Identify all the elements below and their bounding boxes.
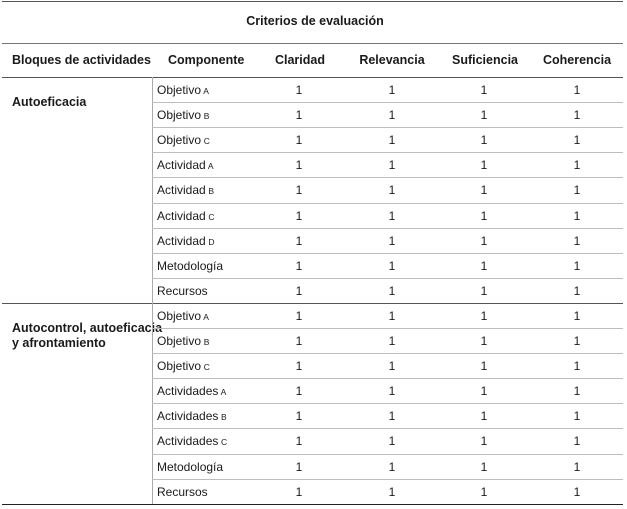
score-cell: 1 (295, 258, 303, 273)
score-cell: 1 (573, 83, 581, 97)
score-cell: 1 (573, 484, 581, 499)
component-cell (157, 259, 223, 273)
col-header-blocks: Bloques de actividades (12, 53, 151, 67)
component-suffix: A (218, 387, 227, 398)
row-separator (152, 127, 623, 128)
score-cell: 1 (388, 459, 396, 474)
component-name: Actividades (157, 409, 219, 424)
score-cell: 1 (480, 83, 488, 97)
score-cell: 1 (573, 334, 581, 348)
component-name: Actividad (157, 158, 206, 173)
score-cell: 1 (388, 409, 396, 424)
score-cell: 1 (480, 233, 488, 248)
component-name: Recursos (157, 484, 208, 499)
row-separator (152, 278, 623, 279)
table-top-rule (2, 1, 623, 2)
component-name: Recursos (157, 283, 208, 298)
row-separator (152, 479, 623, 480)
score-cell: 1 (388, 83, 396, 97)
component-cell (157, 434, 227, 449)
component-cell (157, 158, 214, 173)
score-cell: 1 (573, 233, 581, 248)
component-name: Actividades (157, 434, 219, 449)
component-suffix: C (205, 211, 215, 222)
row-separator (152, 353, 623, 354)
score-cell: 1 (573, 459, 581, 474)
score-cell: 1 (295, 133, 303, 148)
component-name: Objetivo (157, 83, 202, 97)
row-separator (152, 228, 623, 229)
block-label (12, 321, 162, 351)
component-suffix: C (201, 362, 211, 373)
score-cell: 1 (480, 133, 488, 148)
row-separator (152, 152, 623, 153)
component-suffix: A (205, 161, 214, 172)
score-cell: 1 (295, 158, 303, 173)
score-cell: 1 (480, 434, 488, 449)
score-cell: 1 (480, 283, 488, 298)
score-cell: 1 (388, 334, 396, 348)
component-cell (157, 234, 215, 249)
col-header-suficiencia: Suficiencia (452, 53, 518, 67)
header-bottom-rule (2, 77, 623, 78)
score-cell: 1 (295, 484, 303, 499)
component-name: Metodología (157, 258, 224, 273)
component-suffix: B (201, 337, 210, 347)
component-cell (157, 284, 208, 298)
score-cell: 1 (388, 283, 396, 298)
criteria-group-header: Criterios de evaluación (246, 14, 384, 28)
score-cell: 1 (388, 384, 396, 399)
score-cell: 1 (388, 108, 396, 123)
block-label-line: Autocontrol, autoeficacia (12, 320, 163, 335)
score-cell: 1 (573, 384, 581, 399)
component-suffix: A (201, 86, 210, 96)
score-cell: 1 (295, 308, 303, 323)
col-header-component: Componente (168, 53, 245, 67)
component-cell (157, 409, 227, 424)
block-separator-rule (2, 303, 623, 304)
row-separator (152, 428, 623, 429)
score-cell: 1 (573, 409, 581, 424)
score-cell: 1 (388, 208, 396, 223)
score-cell: 1 (480, 484, 488, 499)
col-header-coherencia: Coherencia (542, 53, 612, 67)
row-separator (152, 253, 623, 254)
score-cell: 1 (480, 334, 488, 348)
score-cell: 1 (388, 434, 396, 449)
component-cell (157, 209, 215, 224)
score-cell: 1 (480, 258, 488, 273)
score-cell: 1 (480, 359, 488, 374)
score-cell: 1 (295, 459, 303, 474)
component-cell (157, 485, 208, 499)
score-cell: 1 (388, 133, 396, 148)
score-cell: 1 (573, 183, 581, 198)
score-cell: 1 (295, 359, 303, 374)
component-suffix: C (218, 437, 228, 448)
row-separator (152, 177, 623, 178)
score-cell: 1 (295, 83, 303, 97)
component-suffix: A (201, 311, 210, 322)
score-cell: 1 (388, 484, 396, 499)
score-cell: 1 (573, 434, 581, 449)
score-cell: 1 (573, 283, 581, 298)
component-cell (157, 359, 210, 374)
score-cell: 1 (480, 409, 488, 424)
score-cell: 1 (388, 233, 396, 248)
score-cell: 1 (295, 409, 303, 424)
col-header-claridad: Claridad (274, 53, 325, 67)
criteria-header-rule (2, 43, 623, 44)
row-separator (152, 102, 623, 103)
component-suffix: C (201, 136, 211, 147)
score-cell: 1 (388, 258, 396, 273)
component-name: Objetivo (157, 359, 202, 374)
component-name: Objetivo (157, 108, 202, 123)
component-cell (157, 460, 223, 474)
score-cell: 1 (388, 158, 396, 173)
component-name: Objetivo (157, 308, 202, 323)
component-suffix: B (218, 412, 228, 423)
component-cell (157, 334, 210, 349)
score-cell: 1 (295, 233, 303, 248)
score-cell: 1 (573, 308, 581, 323)
component-column-divider (152, 77, 153, 303)
score-cell: 1 (295, 183, 303, 198)
score-cell: 1 (295, 208, 303, 223)
score-cell: 1 (573, 208, 581, 223)
component-name: Actividad (157, 208, 206, 223)
component-suffix: B (201, 111, 210, 122)
component-name: Actividad (157, 183, 206, 198)
block-label-line: y afrontamiento (12, 335, 106, 350)
component-cell (157, 83, 209, 98)
row-separator (152, 203, 623, 204)
score-cell: 1 (295, 434, 303, 449)
row-separator (152, 378, 623, 379)
row-separator (152, 454, 623, 455)
score-cell: 1 (388, 359, 396, 374)
score-cell: 1 (480, 183, 488, 198)
component-name: Objetivo (157, 133, 202, 148)
score-cell: 1 (480, 384, 488, 399)
component-cell (157, 133, 210, 148)
score-cell: 1 (573, 133, 581, 148)
score-cell: 1 (388, 183, 396, 198)
block-label (12, 95, 86, 110)
score-cell: 1 (295, 384, 303, 399)
score-cell: 1 (480, 459, 488, 474)
col-header-relevancia: Relevancia (359, 53, 425, 67)
block-label-line: Autoeficacia (12, 95, 87, 109)
score-cell: 1 (388, 308, 396, 323)
score-cell: 1 (573, 258, 581, 273)
component-cell (157, 384, 227, 399)
component-name: Objetivo (157, 334, 202, 348)
score-cell: 1 (295, 334, 303, 348)
component-suffix: B (205, 186, 215, 197)
score-cell: 1 (480, 108, 488, 123)
component-name: Actividad (157, 233, 206, 248)
score-cell: 1 (573, 359, 581, 374)
score-cell: 1 (295, 108, 303, 123)
component-name: Actividades (157, 384, 219, 399)
component-cell (157, 183, 214, 198)
score-cell: 1 (573, 108, 581, 123)
row-separator (152, 328, 623, 329)
score-cell: 1 (573, 158, 581, 173)
score-cell: 1 (295, 283, 303, 298)
component-cell (157, 108, 210, 123)
component-suffix: D (205, 236, 215, 247)
component-name: Metodología (157, 459, 224, 474)
row-separator (152, 403, 623, 404)
score-cell: 1 (480, 308, 488, 323)
score-cell: 1 (480, 158, 488, 173)
score-cell: 1 (480, 208, 488, 223)
table-bottom-rule (2, 504, 623, 505)
component-cell (157, 309, 209, 324)
